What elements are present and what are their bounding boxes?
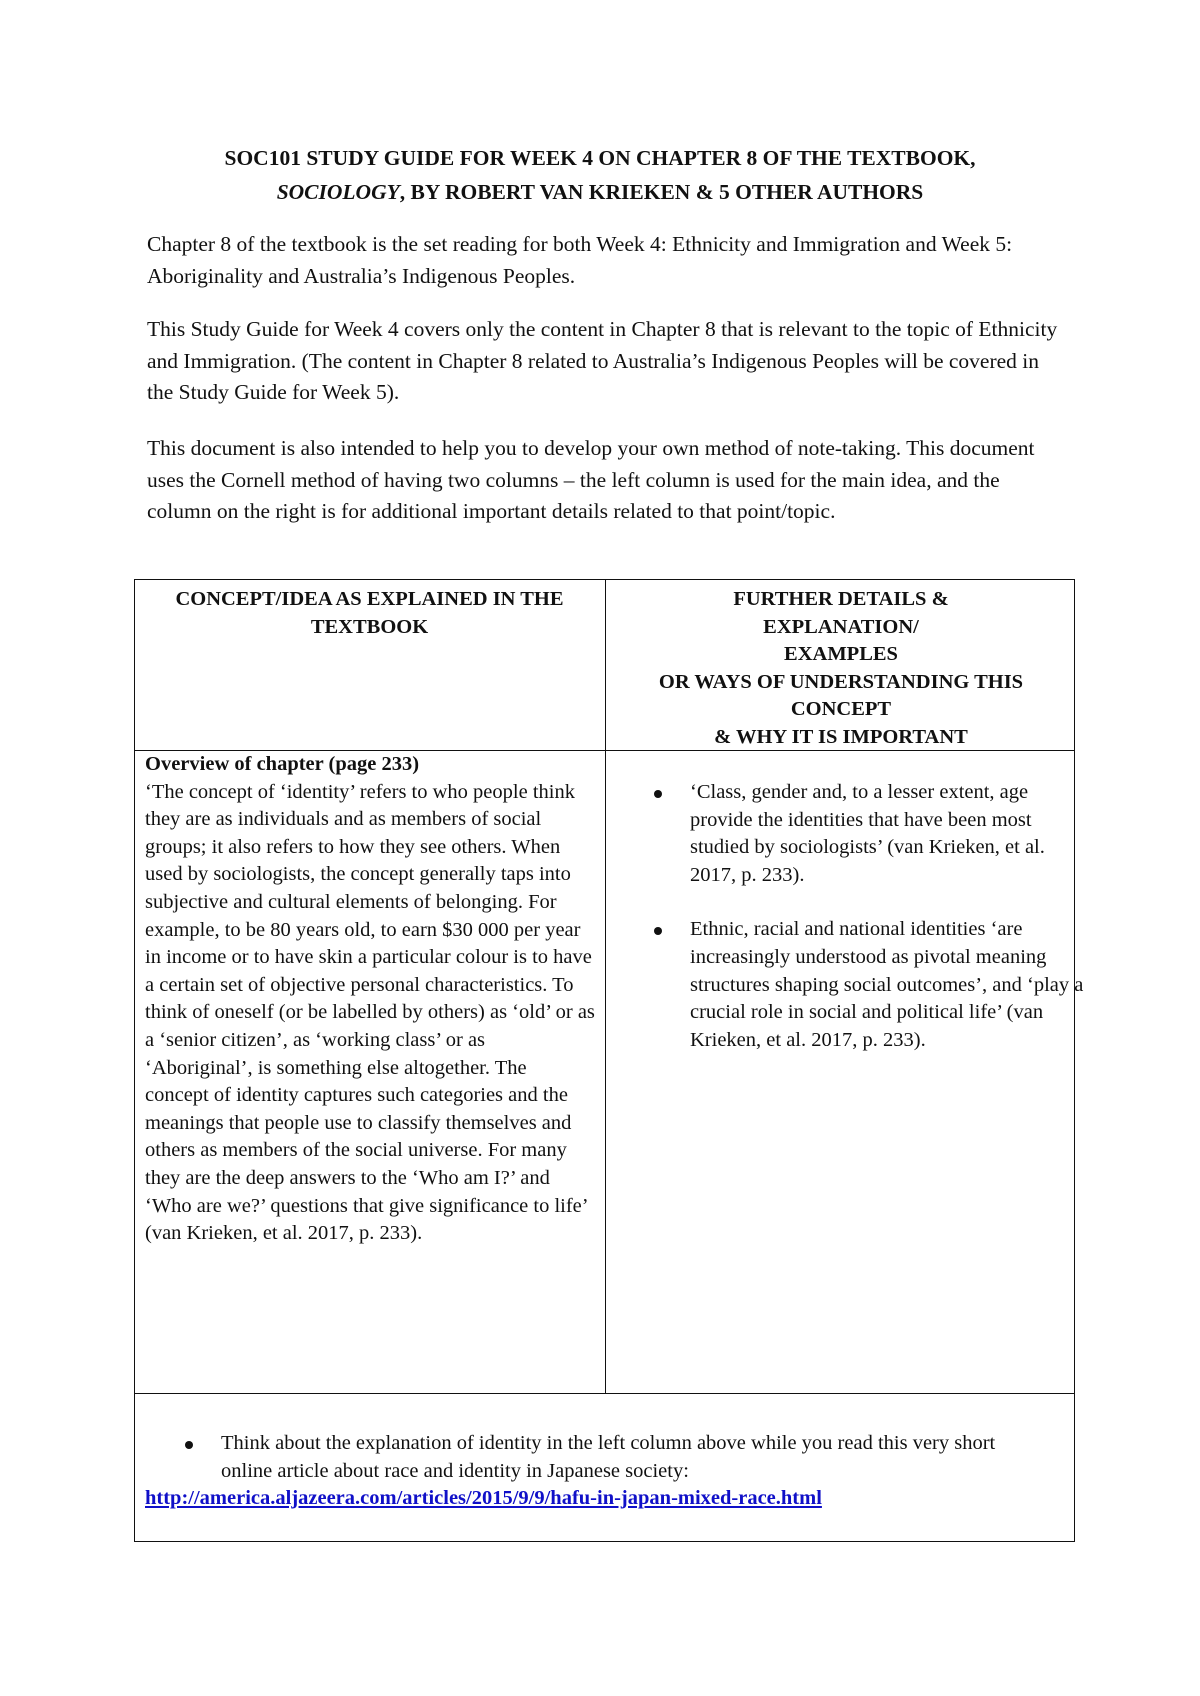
reading-bullet-text: Think about the explanation of identity in the left column above while you read this very short online article about race and identity in Japanese society: bbox=[221, 1432, 996, 1482]
details-bullet bbox=[690, 916, 1090, 1054]
intro-paragraph-3: This document is also intended to help you to develop your own method of note-taking. This document uses the Cornell method of having two columns – the left column is used for the main idea, and the column on the right is for additional important details related to that point/topic. bbox=[147, 436, 1035, 523]
reading-bullet-list bbox=[221, 1430, 1021, 1485]
concept-cell bbox=[145, 751, 595, 1248]
article-link[interactable]: http://america.aljazeera.com/articles/2015/9/9/hafu-in-japan-mixed-race.html bbox=[145, 1487, 822, 1509]
bullet-icon bbox=[654, 790, 662, 798]
header-concept-idea: CONCEPT/IDEA AS EXPLAINED IN THE TEXTBOOK bbox=[175, 588, 564, 638]
intro-paragraph-1: Chapter 8 of the textbook is the set reading for both Week 4: Ethnicity and Immigration and Week 5: Aboriginality and Australia’s Indigenous Peoples. bbox=[147, 232, 1013, 288]
header-right-line: & WHY IT IS IMPORTANT bbox=[714, 725, 968, 748]
concept-heading: Overview of chapter (page 233) bbox=[145, 753, 420, 775]
header-further-details bbox=[607, 586, 1075, 751]
bottom-row-divider bbox=[135, 1393, 1074, 1394]
concept-quote: ‘The concept of ‘identity’ refers to who people think they are as individuals and as members of social groups; it also refers to how they see others. When used by sociologists, the concept generally taps into subjective and cultural elements of belonging. For example, to be 80 years old, to earn $30 000 per year in income or to have skin a particular colour is to have a certain set of objective personal characteristics. To think of oneself (or be labelled by others) as ‘old’ or as a ‘senior citizen’, as ‘working class’ or as ‘Aboriginal’, is something else altogether. The concept of identity captures such categories and the meanings that people use to classify themselves and others as members of the social universe. For many they are the deep answers to the ‘Who am I?’ and ‘Who are we?’ questions that give significance to life’ (van Krieken, et al. 2017, p. 233). bbox=[145, 780, 595, 1245]
document-title-authors: , BY ROBERT VAN KRIEKEN & 5 OTHER AUTHORS bbox=[399, 180, 924, 204]
header-right-line: EXAMPLES bbox=[784, 643, 898, 665]
reading-bullet bbox=[221, 1430, 1021, 1485]
bullet-icon bbox=[185, 1441, 193, 1449]
cornell-notes-table bbox=[134, 579, 1084, 1542]
details-bullet-list bbox=[690, 779, 1090, 1054]
document-title-line1: SOC101 STUDY GUIDE FOR WEEK 4 ON CHAPTER 8 OF THE TEXTBOOK, bbox=[224, 146, 976, 170]
details-bullet-text: Ethnic, racial and national identities ‘are increasingly understood as pivotal meaning structures shaping social outcomes’, and ‘play a crucial role in social and political life’ (van Krieken, et al. 2017, p. 233). bbox=[690, 918, 1084, 1051]
details-bullet-text: ‘Class, gender and, to a lesser extent, age provide the identities that have been most studied by sociologists’ (van Krieken, et al. 2017, p. 233). bbox=[690, 781, 1045, 886]
column-divider bbox=[605, 580, 606, 1393]
intro-paragraph-2: This Study Guide for Week 4 covers only the content in Chapter 8 that is relevant to the topic of Ethnicity and Immigration. (The content in Chapter 8 related to Australia’s Indigenous Peoples will be covered in the Study Guide for Week 5). bbox=[147, 317, 1058, 404]
details-bullet bbox=[690, 779, 1090, 889]
header-right-line: EXPLANATION/ bbox=[763, 615, 919, 638]
header-right-line: FURTHER DETAILS & bbox=[733, 588, 949, 610]
textbook-title: SOCIOLOGY bbox=[276, 180, 400, 204]
header-right-line: OR WAYS OF UNDERSTANDING THIS CONCEPT bbox=[658, 670, 1024, 720]
bullet-icon bbox=[654, 927, 662, 935]
document-title-line2 bbox=[0, 177, 1200, 207]
